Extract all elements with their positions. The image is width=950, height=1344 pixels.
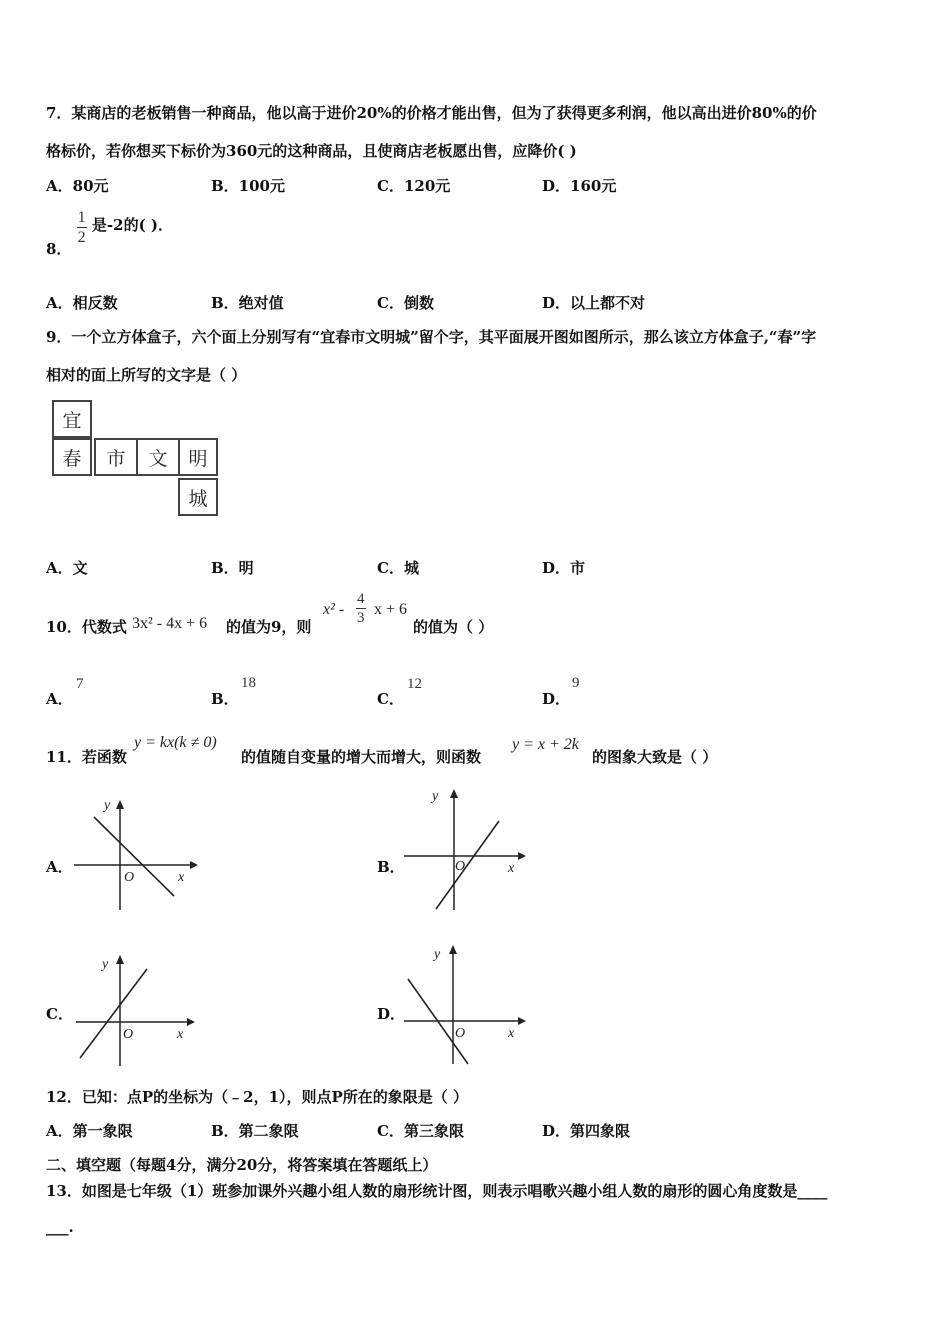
q12-option-b: B．第二象限 (211, 1122, 299, 1140)
q11-prefix: 11．若函数 (46, 748, 127, 766)
q10-option-b: B． (211, 690, 239, 708)
axis-y-label: y (434, 947, 441, 962)
q11-function-2: y = x + 2k (512, 736, 579, 753)
q12-stem: 12．已知：点P的坐标为（﹣2，1），则点P所在的象限是（ ） (46, 1088, 469, 1106)
q10-expression-1: 3x² - 4x + 6 (132, 615, 208, 632)
q8-frac-num: 1 (77, 209, 86, 226)
q8-option-d: D．以上都不对 (542, 294, 646, 312)
q11-graph-d (400, 940, 530, 1070)
q7-option-b: B．100元 (211, 177, 285, 195)
q12-option-a: A．第一象限 (46, 1122, 133, 1140)
q8-frac-den: 2 (77, 229, 86, 246)
q10-option-c-value: 12 (407, 676, 422, 692)
q9-option-c: C．城 (377, 559, 419, 577)
origin-label: O (455, 1026, 466, 1041)
q12-option-d: D．第四象限 (542, 1122, 631, 1140)
q10-option-a: A． (46, 690, 73, 708)
q9-option-a: A．文 (46, 559, 88, 577)
q10-expression-2-post: x + 6 (374, 601, 408, 618)
q9-line2: 相对的面上所写的文字是（ ） (46, 366, 247, 384)
q7-option-d: D．160元 (542, 177, 617, 195)
q8-number: 8． (46, 240, 72, 258)
q8-fraction (77, 210, 87, 246)
q10-suffix: 的值为（ ） (413, 618, 494, 636)
axis-x-label: x (508, 861, 515, 876)
q11-graph-a (68, 795, 198, 915)
origin-label: O (124, 870, 135, 885)
q9-line1: 9．一个立方体盒子，六个面上分别写有“宜春市文明城”留个字，其平面展开图如图所示，那么该立方体盒子,“春”字 (46, 328, 817, 346)
q7-line2: 格标价，若你想买下标价为360元的这种商品，且使商店老板愿出售，应降价( ) (46, 142, 577, 160)
q10-frac-num: 4 (357, 591, 365, 607)
q10-option-a-value: 7 (76, 676, 84, 692)
net-face-yi: 宜 (52, 400, 92, 438)
section-2-heading: 二、填空题（每题4分，满分20分，将答案填在答题纸上） (46, 1156, 438, 1174)
q10-expression-2-fraction (356, 592, 366, 626)
q10-option-d: D． (542, 690, 571, 708)
q13-line2: ___. (46, 1218, 74, 1236)
q8-option-c: C．倒数 (377, 294, 434, 312)
net-face-cheng: 城 (178, 478, 218, 516)
origin-label: O (455, 859, 466, 874)
q9-option-d: D．市 (542, 559, 586, 577)
q11-graph-c (72, 950, 197, 1070)
q7-option-c: C．120元 (377, 177, 451, 195)
q10-option-c: C． (377, 690, 404, 708)
axis-x-label: x (177, 1027, 184, 1042)
origin-label: O (123, 1027, 134, 1042)
q12-option-c: C．第三象限 (377, 1122, 464, 1140)
q10-prefix: 10．代数式 (46, 618, 127, 636)
q10-option-b-value: 18 (241, 675, 256, 691)
q13-line1: 13．如图是七年级（1）班参加课外兴趣小组人数的扇形统计图，则表示唱歌兴趣小组人数的扇形的圆心角度数是____ (46, 1182, 828, 1200)
net-face-ming: 明 (178, 438, 218, 476)
axis-y-label: y (432, 789, 439, 804)
net-face-shi: 市 (94, 438, 138, 476)
q11-graph-b (398, 786, 528, 916)
q10-option-d-value: 9 (572, 675, 580, 691)
net-face-wen: 文 (136, 438, 180, 476)
q8-option-a: A．相反数 (46, 294, 118, 312)
q9-option-b: B．明 (211, 559, 254, 577)
q11-option-d: D． (377, 1005, 406, 1023)
q8-suffix: 是-2的( )． (91, 216, 173, 234)
q10-expression-2-pre: x² - (323, 601, 345, 618)
axis-y-label: y (102, 957, 109, 972)
q7-line1: 7．某商店的老板销售一种商品，他以高于进价20%的价格才能出售，但为了获得更多利润，他以高出进价80%的价 (46, 104, 817, 122)
axis-x-label: x (178, 870, 185, 885)
q10-mid: 的值为9，则 (226, 618, 312, 636)
q11-function-1: y = kx(k ≠ 0) (134, 734, 217, 751)
q11-suffix: 的图象大致是（ ） (592, 748, 718, 766)
axis-y-label: y (104, 798, 111, 813)
axis-x-label: x (508, 1026, 515, 1041)
q11-option-b: B． (377, 858, 405, 876)
q8-option-b: B．绝对值 (211, 294, 284, 312)
net-face-chun: 春 (52, 438, 92, 476)
q10-frac-den: 3 (357, 610, 365, 626)
q7-option-a: A．80元 (46, 177, 109, 195)
q11-mid: 的值随自变量的增大而增大，则函数 (241, 748, 482, 766)
q11-option-a: A． (46, 858, 73, 876)
q11-option-c: C． (46, 1005, 73, 1023)
q8-stem (46, 209, 173, 258)
